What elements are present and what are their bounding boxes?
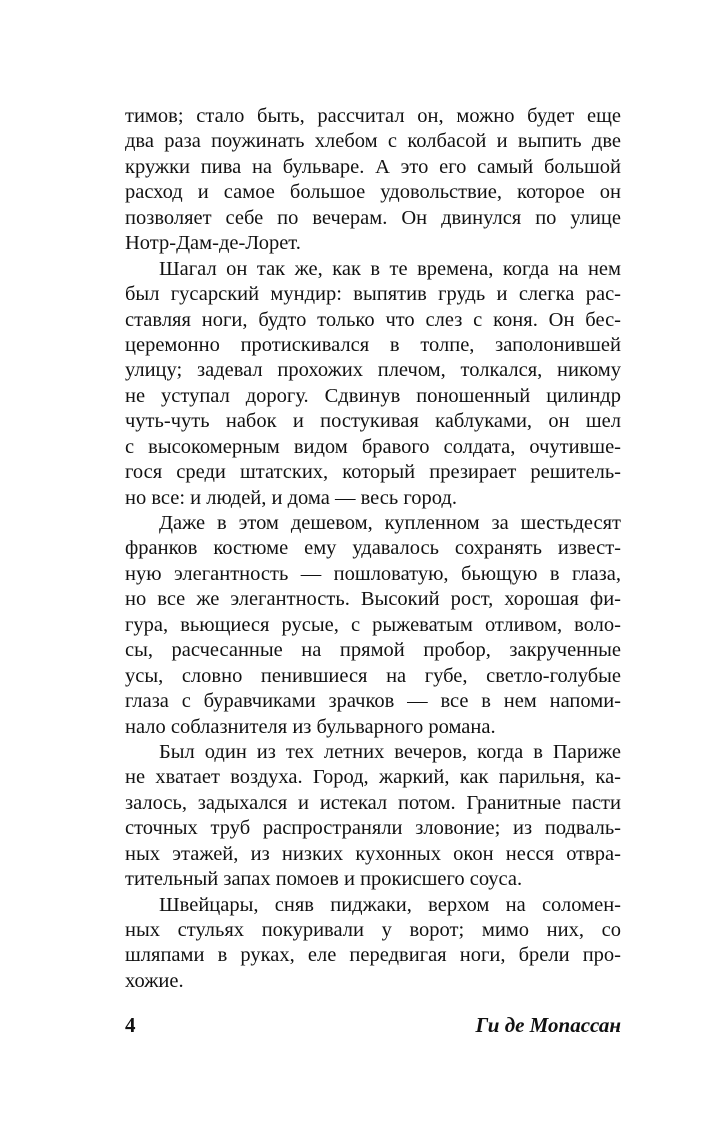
text-line: сточных труб распространяли зловоние; из подваль- — [125, 817, 621, 840]
text-line: тительный запах помоев и прокисшего соуса. — [125, 868, 523, 891]
text-line: но все: и людей, и дома — весь город. — [125, 486, 457, 509]
text-line: ную элегантность — пошловатую, бьющую в глаза, — [125, 562, 621, 585]
paragraph — [125, 104, 621, 257]
text-line: тимов; стало быть, рассчитал он, можно будет еще — [125, 105, 621, 127]
text-line: ставляя ноги, будто только что слез с коня. Он бес- — [125, 308, 621, 331]
text-line: не хватает воздуха. Город, жаркий, как парильня, ка- — [125, 766, 621, 789]
text-line: шляпами в руках, еле передвигая ноги, брели про- — [125, 944, 621, 967]
text-line: два раза поужинать хлебом с колбасой и выпить две — [125, 130, 621, 153]
text-line: был гусарский мундир: выпятив грудь и слегка рас- — [125, 283, 621, 306]
text-line: кружки пива на бульваре. А это его самый большой — [125, 155, 621, 178]
text-line: улицу; задевал прохожих плечом, толкался, никому — [125, 359, 621, 382]
text-line: нало соблазнителя из бульварного романа. — [125, 715, 496, 738]
text-line: гура, вьющиеся русые, с рыжеватым отливом, воло- — [125, 613, 621, 636]
text-line: позволяет себе по вечерам. Он двинулся по улице — [125, 206, 621, 229]
paragraph — [125, 511, 621, 740]
text-line: Даже в этом дешевом, купленном за шестьдесят — [159, 512, 621, 534]
text-line: но все же элегантность. Высокий рост, хорошая фи- — [125, 588, 621, 611]
text-line: церемонно протискивался в толпе, заполонившей — [125, 333, 621, 356]
page-number: 4 — [125, 1013, 136, 1037]
text-line: Нотр-Дам-де-Лорет. — [125, 232, 301, 255]
text-line: Швейцары, сняв пиджаки, верхом на соломен- — [159, 893, 621, 916]
text-line: чуть-чуть набок и постукивая каблуками, он шел — [125, 410, 621, 433]
text-line: ных этажей, из низких кухонных окон несся отвра- — [125, 842, 621, 865]
text-line: расход и самое большое удовольствие, которое он — [125, 181, 621, 204]
running-footer-author: Ги де Мопассан — [475, 1013, 621, 1037]
text-line: не уступал дорогу. Сдвинув поношенный цилиндр — [125, 384, 621, 407]
text-line: сы, расчесанные на прямой пробор, закрученные — [125, 639, 621, 662]
text-line: франков костюме ему удавалось сохранять извест- — [125, 537, 621, 560]
text-line: хожие. — [125, 969, 184, 992]
text-line: ных стульях покуривали у ворот; мимо них, со — [125, 919, 621, 941]
body-text — [125, 104, 621, 994]
paragraph — [125, 257, 621, 511]
text-line: с высокомерным видом бравого солдата, очутивше- — [125, 435, 621, 458]
paragraph — [125, 893, 621, 995]
text-line: залось, задыхался и истекал потом. Гранитные пасти — [125, 791, 621, 814]
text-line: глаза с буравчиками зрачков — все в нем напоми- — [125, 690, 621, 713]
text-line: гося среди штатских, который презирает решитель- — [125, 461, 621, 484]
text-line: Был один из тех летних вечеров, когда в Париже — [159, 740, 621, 763]
paragraph — [125, 740, 621, 893]
text-line: усы, словно пенившиеся на губе, светло-голубые — [125, 664, 621, 687]
text-line: Шагал он так же, как в те времена, когда на нем — [159, 257, 621, 280]
